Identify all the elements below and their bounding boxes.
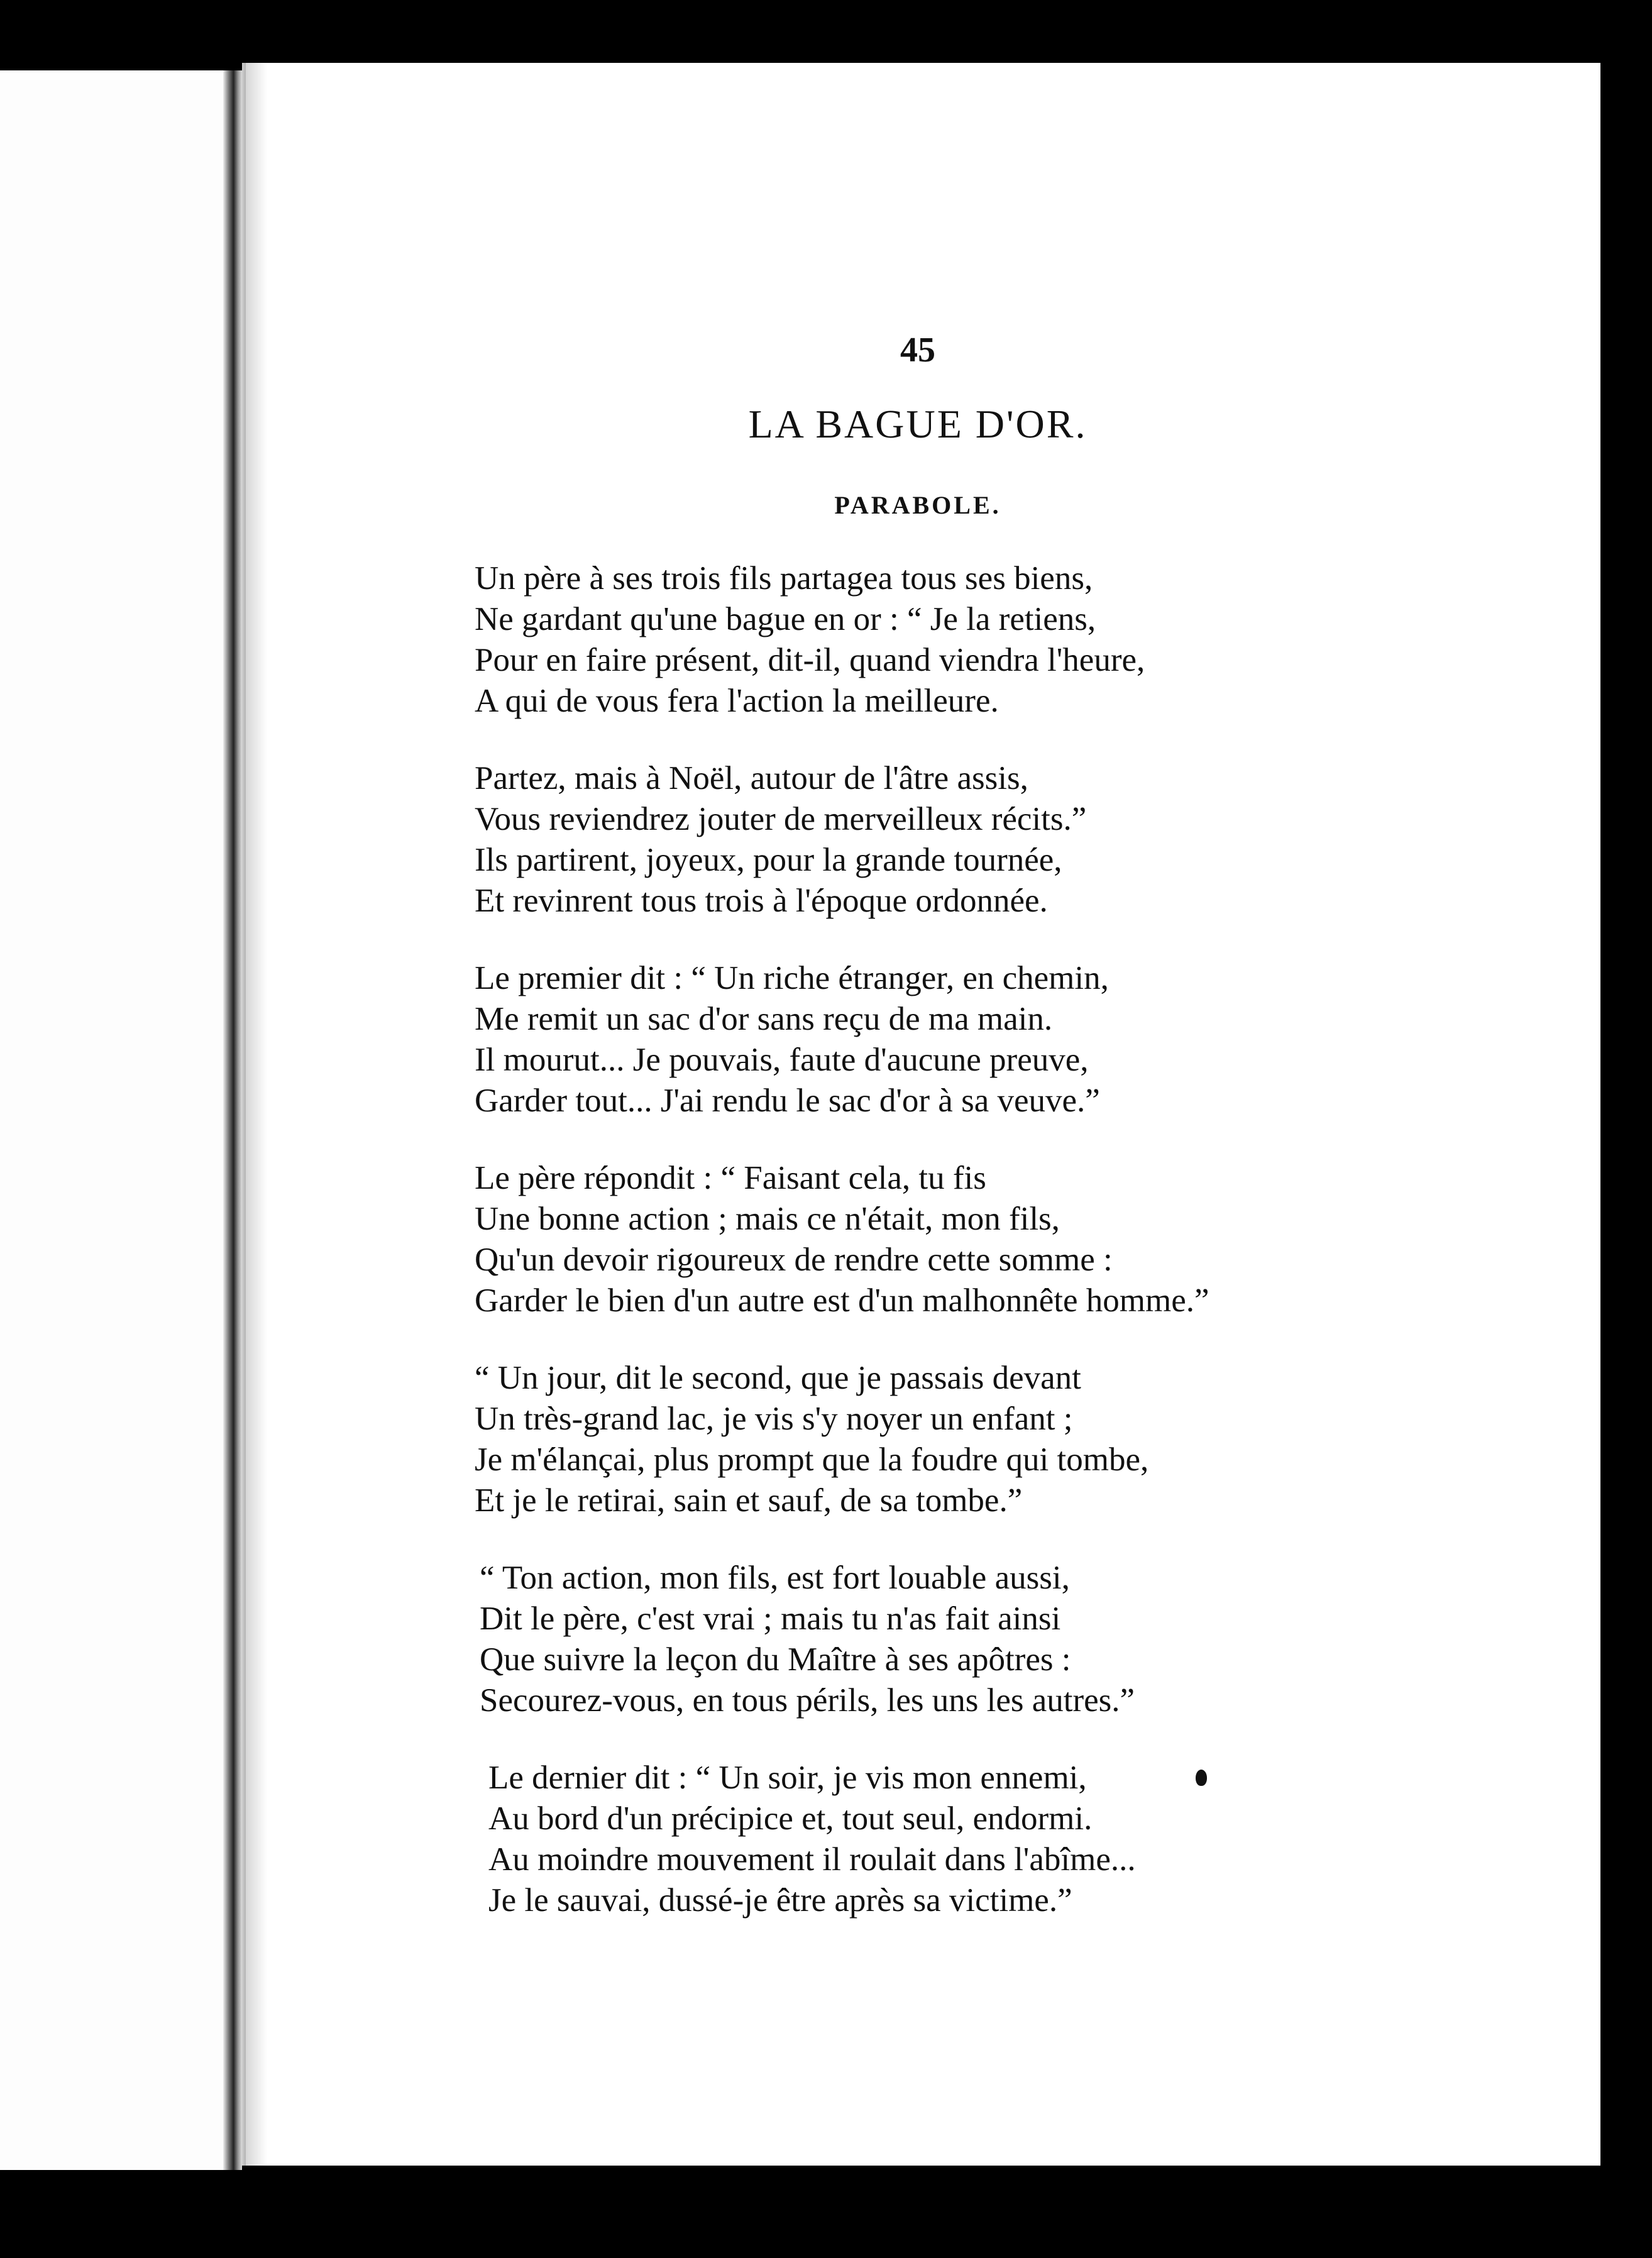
verse-line: Le premier dit : “ Un riche étranger, en chemin, <box>475 960 1109 996</box>
verse-line: Vous reviendrez jouter de merveilleux récits.” <box>475 801 1087 837</box>
verse-line: Ils partirent, joyeux, pour la grande tournée, <box>475 842 1062 878</box>
verse-line: Partez, mais à Noël, autour de l'âtre assis, <box>475 760 1028 796</box>
verse-line: Garder le bien d'un autre est d'un malhonnête homme.” <box>475 1282 1209 1319</box>
left-page-margin <box>0 70 234 2170</box>
verse-line: Le dernier dit : “ Un soir, je vis mon ennemi, <box>488 1760 1087 1796</box>
verse-line: A qui de vous fera l'action la meilleure. <box>475 683 999 719</box>
verse-line: Il mourut... Je pouvais, faute d'aucune preuve, <box>475 1042 1089 1078</box>
stanza <box>475 1758 1355 1921</box>
verse-line: Garder tout... J'ai rendu le sac d'or à sa veuve.” <box>475 1082 1100 1119</box>
verse-line: Qu'un devoir rigoureux de rendre cette somme : <box>475 1242 1113 1278</box>
verse-line: Secourez-vous, en tous périls, les uns les autres.” <box>480 1682 1135 1719</box>
poem-subtitle: PARABOLE. <box>834 491 1001 519</box>
verse-line: “ Ton action, mon fils, est fort louable aussi, <box>480 1560 1070 1596</box>
stanza <box>475 958 1355 1121</box>
verse-line: Le père répondit : “ Faisant cela, tu fis <box>475 1160 986 1196</box>
stanza <box>475 1358 1355 1521</box>
verse-line: Me remit un sac d'or sans reçu de ma main. <box>475 1001 1053 1037</box>
ink-speck <box>1196 1770 1207 1786</box>
poem-title: LA BAGUE D'OR. <box>748 402 1088 446</box>
page-gutter-shadow <box>242 63 267 2166</box>
verse-line: Un père à ses trois fils partagea tous ses biens, <box>475 560 1093 597</box>
verse-line: Et je le retirai, sain et sauf, de sa tombe.” <box>475 1482 1023 1519</box>
page-number: 45 <box>900 331 935 370</box>
verse-line: Je m'élançai, plus prompt que la foudre qui tombe, <box>475 1441 1149 1478</box>
poem-body <box>475 558 1355 1958</box>
stanza <box>475 558 1355 722</box>
verse-line: Je le sauvai, dussé-je être après sa victime.” <box>488 1882 1072 1919</box>
verse-line: Au moindre mouvement il roulait dans l'abîme... <box>488 1841 1136 1878</box>
verse-line: “ Un jour, dit le second, que je passais devant <box>475 1360 1081 1396</box>
verse-line: Au bord d'un précipice et, tout seul, endormi. <box>488 1800 1093 1837</box>
verse-line: Que suivre la leçon du Maître à ses apôtres : <box>480 1641 1071 1678</box>
verse-line: Une bonne action ; mais ce n'était, mon fils, <box>475 1201 1060 1237</box>
verse-line: Et revinrent tous trois à l'époque ordonnée. <box>475 883 1048 919</box>
verse-line: Pour en faire présent, dit-il, quand viendra l'heure, <box>475 642 1145 678</box>
verse-line: Dit le père, c'est vrai ; mais tu n'as fait ainsi <box>480 1600 1061 1637</box>
stanza <box>475 758 1355 922</box>
verse-line: Un très-grand lac, je vis s'y noyer un enfant ; <box>475 1401 1073 1437</box>
stanza <box>475 1158 1355 1321</box>
verse-line: Ne gardant qu'une bague en or : “ Je la retiens, <box>475 601 1096 637</box>
stanza <box>475 1558 1355 1721</box>
book-spine-edge <box>223 70 242 2170</box>
